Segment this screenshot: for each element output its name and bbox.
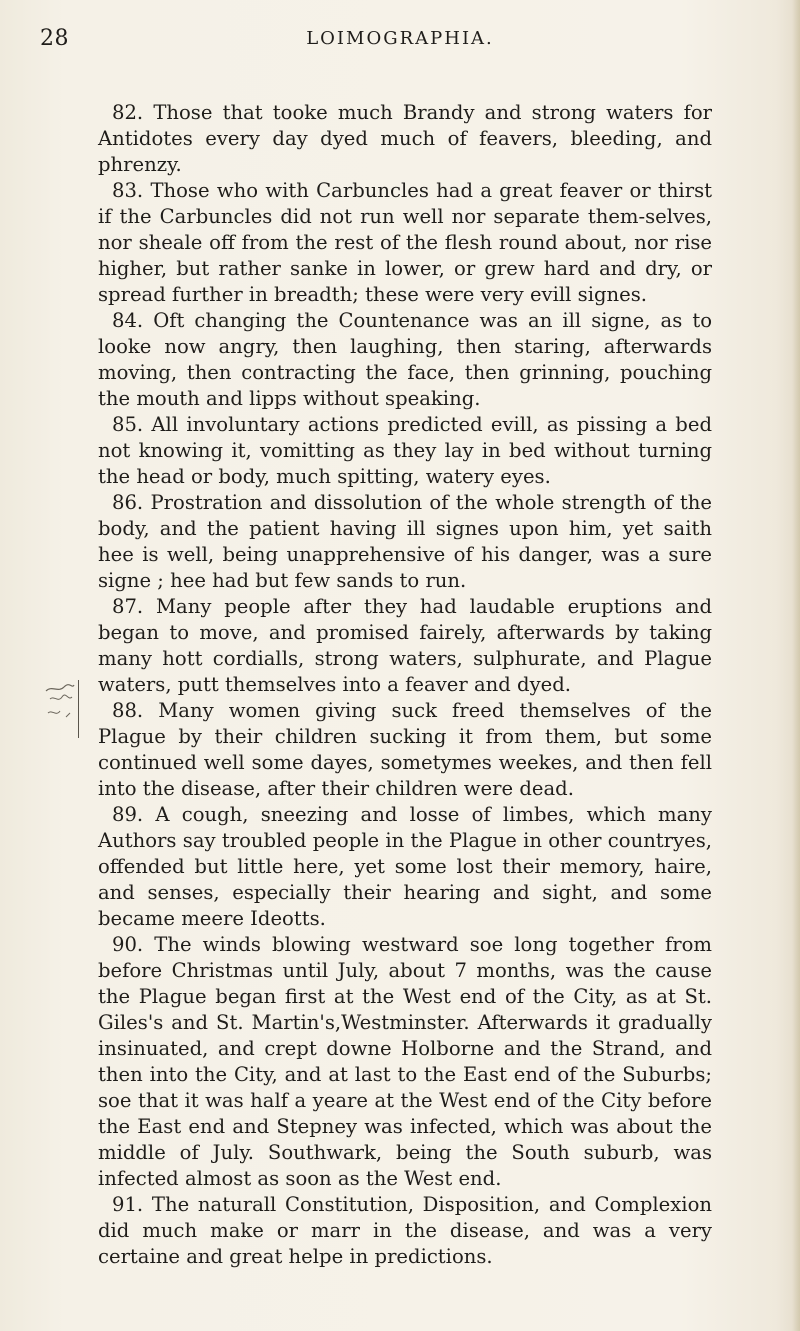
paragraph-89: 89. A cough, sneezing and losse of limbes, which many Authors say troubled people in the Plague in other countryes, offended but little here, yet some lost their memory, haire, and senses, especially their hearing and sight, and some became meere Ideotts. bbox=[98, 803, 712, 930]
paragraph-87: 87. Many people after they had laudable eruptions and began to move, and promised fairely, afterwards by taking many hott cordialls, strong waters, sulphurate, and Plague waters, putt themselves into a feaver and dyed. bbox=[98, 595, 712, 696]
paragraph-82: 82. Those that tooke much Brandy and strong waters for Antidotes every day dyed much of feavers, bleeding, and phrenzy. bbox=[98, 101, 712, 176]
page-edge-shadow bbox=[792, 0, 800, 1331]
page-header bbox=[40, 22, 760, 62]
page-number: 28 bbox=[40, 26, 69, 51]
margin-mark bbox=[78, 680, 97, 738]
margin-annotation bbox=[44, 683, 76, 725]
paragraph-88: 88. Many women giving suck freed themselves of the Plague by their children sucking it from them, but some continued well some dayes, sometymes weekes, and then fell into the disease, after their children were dead. bbox=[98, 699, 712, 800]
paragraph-91: 91. The naturall Constitution, Disposition, and Complexion did much make or marr in the disease, and was a very certaine and great helpe in predictions. bbox=[98, 1193, 712, 1268]
body-text bbox=[98, 100, 712, 1270]
paragraph-86: 86. Prostration and dissolution of the whole strength of the body, and the patient having ill signes upon him, yet saith hee is well, being unapprehensive of his danger, was a sure signe ; hee had but few sands to run. bbox=[98, 491, 712, 592]
paragraph-83: 83. Those who with Carbuncles had a great feaver or thirst if the Carbuncles did not run well nor separate them-selves, nor sheale off from the rest of the flesh round about, nor rise higher, but rather sanke in lower, or grew hard and dry, or spread further in breadth; these were very evill signes. bbox=[98, 179, 712, 306]
paragraph-85: 85. All involuntary actions predicted evill, as pissing a bed not knowing it, vomitting as they lay in bed without turning the head or body, much spitting, watery eyes. bbox=[98, 413, 712, 488]
paragraph-84: 84. Oft changing the Countenance was an ill signe, as to looke now angry, then laughing, then staring, afterwards moving, then contracting the face, then grinning, pouching the mouth and lipps without speaking. bbox=[98, 309, 712, 410]
paragraph-90: 90. The winds blowing westward soe long together from before Christmas until July, about 7 months, was the cause the Plague began first at the West end of the City, as at St. Giles's and St. Martin's,Westminster. Afterwards it gradually insinuated, and crept downe Holborne and the Strand, and then into the City, and at last to the East end of the Suburbs; soe that it was half a yeare at the West end of the City before the East end and Stepney was infected, which was about the middle of July. Southwark, being the South suburb, was infected almost as soon as the West end. bbox=[98, 933, 712, 1190]
running-head: LOIMOGRAPHIA. bbox=[306, 28, 494, 49]
